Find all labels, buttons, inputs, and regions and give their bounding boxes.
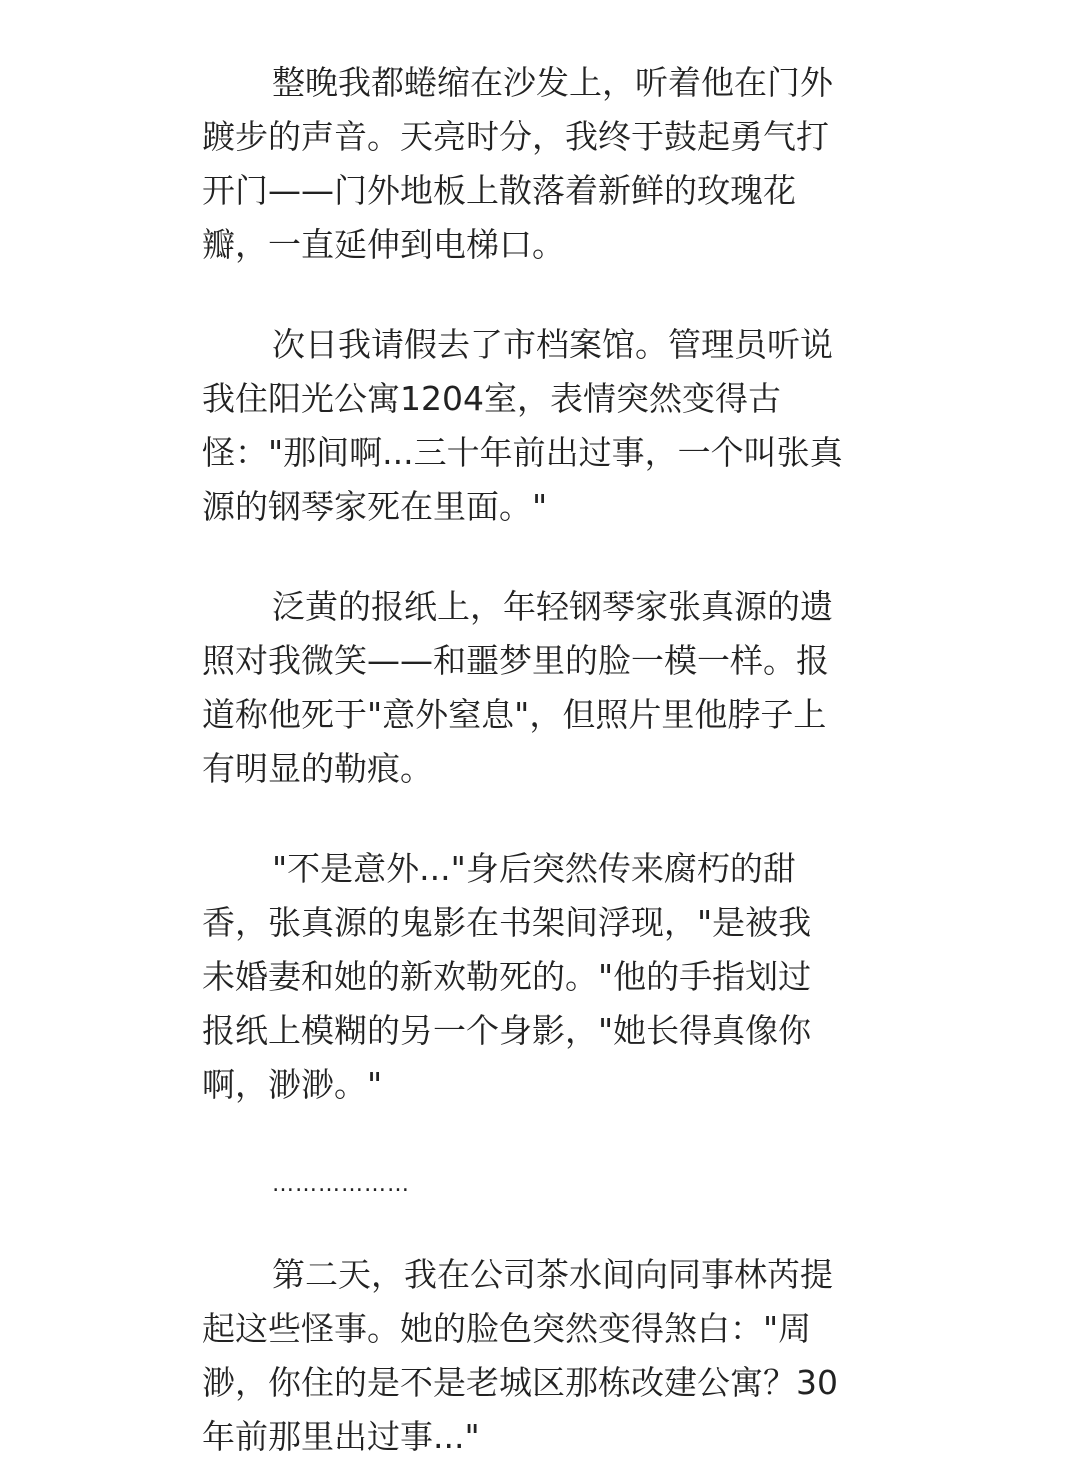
- paragraph-line: 起这些怪事。她的脸色突然变得煞白："周: [202, 1309, 812, 1348]
- paragraph-1: [202, 56, 874, 272]
- paragraph-line: 啊，渺渺。": [202, 1065, 383, 1104]
- paragraph-line: 香，张真源的鬼影在书架间浮现，"是被我: [202, 903, 812, 942]
- paragraph-line: 踱步的声音。天亮时分，我终于鼓起勇气打: [202, 117, 829, 156]
- paragraph-2: [202, 318, 874, 534]
- paragraph-line: 道称他死于"意外窒息"，但照片里他脖子上: [202, 695, 827, 734]
- paragraph-line: 第二天，我在公司茶水间向同事林芮提: [272, 1255, 833, 1294]
- paragraph-line: 次日我请假去了市档案馆。管理员听说: [272, 325, 833, 364]
- paragraph-line: 报纸上模糊的另一个身影，"她长得真像你: [202, 1011, 812, 1050]
- paragraph-line: 泛黄的报纸上，年轻钢琴家张真源的遗: [272, 587, 833, 626]
- paragraph-line: 开门——门外地板上散落着新鲜的玫瑰花: [202, 171, 796, 210]
- paragraph-line: 渺，你住的是不是老城区那栋改建公寓？30: [202, 1363, 838, 1402]
- paragraph-line: "不是意外..."身后突然传来腐朽的甜: [272, 849, 796, 888]
- paragraph-4: [202, 842, 874, 1112]
- paragraph-3: [202, 580, 874, 796]
- paragraph-line: 整晚我都蜷缩在沙发上，听着他在门外: [272, 63, 833, 102]
- section-separator: ………………: [272, 1172, 410, 1197]
- story-text: [202, 56, 874, 1464]
- paragraph-line: 年前那里出过事...": [202, 1417, 480, 1456]
- paragraph-line: 照对我微笑——和噩梦里的脸一模一样。报: [202, 641, 829, 680]
- paragraph-line: 我住阳光公寓1204室，表情突然变得古: [202, 379, 781, 418]
- paragraph-line: 源的钢琴家死在里面。": [202, 487, 548, 526]
- paragraph-line: 瓣，一直延伸到电梯口。: [202, 225, 565, 264]
- paragraph-5: [202, 1248, 874, 1464]
- paragraph-line: 有明显的勒痕。: [202, 749, 433, 788]
- paragraph-line: 怪："那间啊...三十年前出过事，一个叫张真: [202, 433, 843, 472]
- paragraph-line: 未婚妻和她的新欢勒死的。"他的手指划过: [202, 957, 812, 996]
